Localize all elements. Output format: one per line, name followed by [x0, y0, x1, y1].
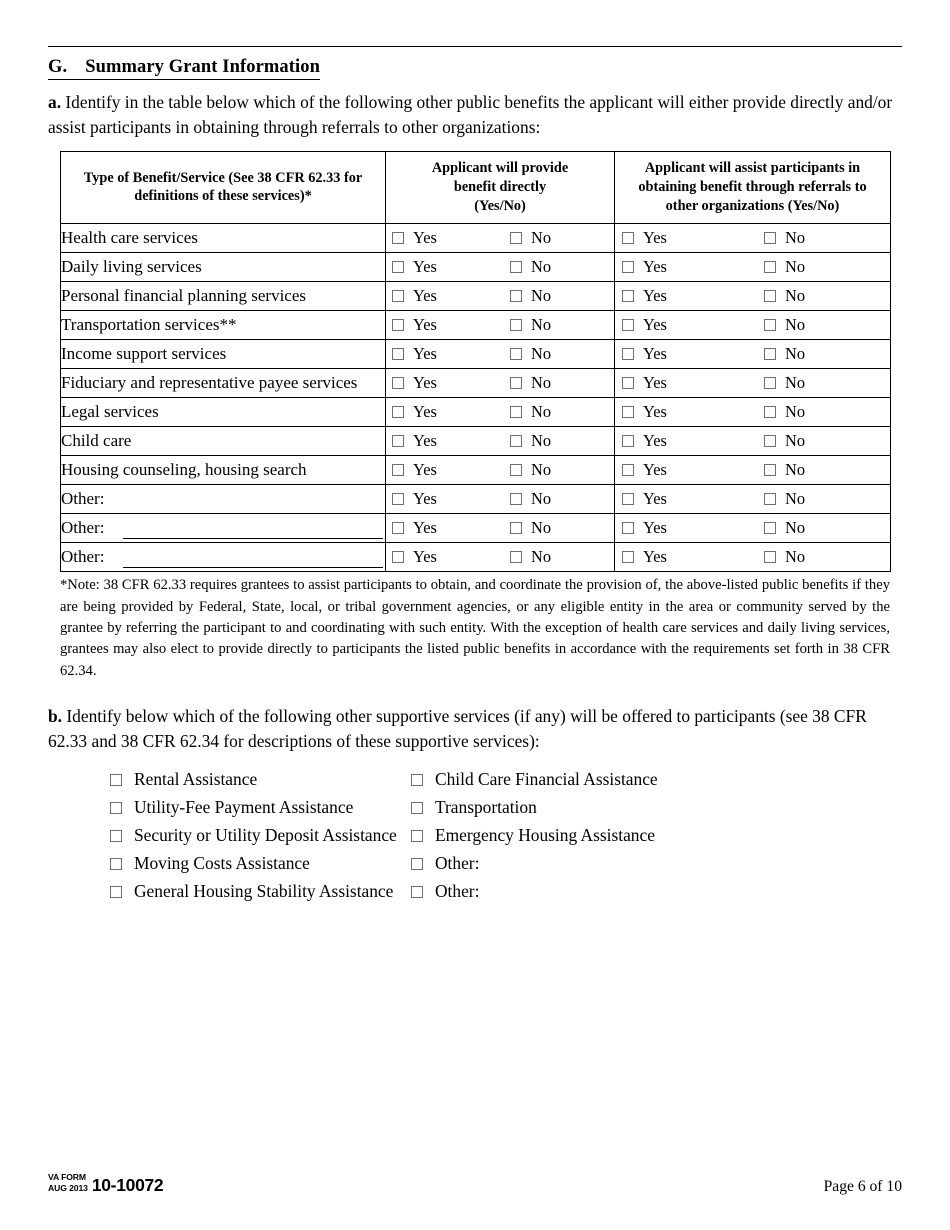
- supportive-service-option[interactable]: [48, 853, 411, 874]
- checkbox-icon[interactable]: [392, 348, 404, 360]
- supportive-service-label: Other:: [435, 853, 480, 874]
- provide-directly-no-label: No: [531, 315, 552, 335]
- checkbox-icon[interactable]: [392, 522, 404, 534]
- provide-directly-cell: [386, 340, 615, 369]
- table-row: [61, 282, 891, 311]
- provide-directly-yes-option[interactable]: [392, 518, 437, 538]
- benefits-table-head: [61, 152, 891, 224]
- assist-referral-no-label: No: [785, 286, 806, 306]
- assist-referral-yes-option[interactable]: [622, 518, 667, 538]
- checkbox-icon[interactable]: [764, 232, 776, 244]
- provide-directly-yes-option[interactable]: [392, 286, 437, 306]
- supportive-service-label: Transportation: [435, 797, 537, 818]
- provide-directly-cell: [386, 253, 615, 282]
- provide-directly-yes-label: Yes: [413, 402, 437, 422]
- provide-directly-yes-option[interactable]: [392, 489, 437, 509]
- provide-directly-yes-label: Yes: [413, 315, 437, 335]
- checkbox-icon[interactable]: [510, 464, 522, 476]
- supportive-service-label: General Housing Stability Assistance: [134, 881, 394, 902]
- checkbox-icon[interactable]: [622, 522, 634, 534]
- assist-referral-yes-label: Yes: [643, 460, 667, 480]
- checkbox-icon[interactable]: [764, 406, 776, 418]
- supportive-service-option[interactable]: [48, 825, 411, 846]
- table-row: [61, 456, 891, 485]
- provide-directly-cell: [386, 514, 615, 543]
- checkbox-icon[interactable]: [622, 232, 634, 244]
- header-assist-line2: obtaining benefit through referrals to: [638, 178, 867, 195]
- checkbox-icon[interactable]: [622, 464, 634, 476]
- page-number: Page 6 of 10: [823, 1178, 902, 1195]
- benefit-label: Fiduciary and representative payee services: [61, 373, 358, 393]
- supportive-service-option[interactable]: [411, 853, 479, 874]
- provide-directly-yes-label: Yes: [413, 286, 437, 306]
- checkbox-icon[interactable]: [764, 435, 776, 447]
- checkbox-icon[interactable]: [510, 551, 522, 563]
- section-title: Summary Grant Information: [85, 57, 320, 77]
- part-a-text: Identify in the table below which of the following other public benefits the applicant will either provide directly and/or assist participants in obtaining through referrals to other organizations:: [48, 92, 893, 137]
- assist-referral-cell: [615, 369, 891, 398]
- assist-referral-yes-option[interactable]: [622, 489, 667, 509]
- provide-directly-cell: [386, 282, 615, 311]
- part-b-prefix: b.: [48, 706, 63, 727]
- header-assist-line1: Applicant will assist participants in: [644, 160, 861, 177]
- assist-referral-yes-label: Yes: [643, 431, 667, 451]
- form-number: 10-10072: [91, 1174, 164, 1195]
- checkbox-icon[interactable]: [392, 319, 404, 331]
- supportive-service-option[interactable]: [48, 797, 411, 818]
- assist-referral-yes-label: Yes: [643, 489, 667, 509]
- provide-directly-no-label: No: [531, 460, 552, 480]
- benefit-label: Other:: [61, 489, 105, 509]
- provide-directly-yes-label: Yes: [413, 344, 437, 364]
- supportive-service-option[interactable]: [48, 769, 411, 790]
- table-row: [61, 427, 891, 456]
- assist-referral-cell: [615, 253, 891, 282]
- benefits-table: [60, 151, 891, 572]
- table-row: [61, 311, 891, 340]
- checkbox-icon[interactable]: [764, 290, 776, 302]
- assist-referral-yes-label: Yes: [643, 518, 667, 538]
- provide-directly-no-label: No: [531, 431, 552, 451]
- checkbox-icon[interactable]: [110, 802, 122, 814]
- provide-directly-yes-label: Yes: [413, 460, 437, 480]
- checkbox-icon[interactable]: [764, 464, 776, 476]
- form-label-line2: AUG 2013: [48, 1182, 88, 1193]
- checkbox-icon[interactable]: [392, 435, 404, 447]
- provide-directly-cell: [386, 224, 615, 253]
- provide-directly-no-label: No: [531, 344, 552, 364]
- benefits-table-body: [61, 224, 891, 572]
- supportive-service-row: [48, 878, 902, 906]
- supportive-service-label: Security or Utility Deposit Assistance: [134, 825, 397, 846]
- provide-directly-cell: [386, 311, 615, 340]
- benefit-label-cell: [61, 369, 386, 398]
- assist-referral-no-option[interactable]: [764, 286, 805, 306]
- assist-referral-yes-label: Yes: [643, 286, 667, 306]
- provide-directly-no-option[interactable]: [510, 344, 551, 364]
- benefit-label: Other:: [61, 518, 105, 538]
- supportive-service-row: [48, 766, 902, 794]
- assist-referral-cell: [615, 340, 891, 369]
- checkbox-icon[interactable]: [392, 377, 404, 389]
- provide-directly-yes-label: Yes: [413, 547, 437, 567]
- benefit-label-cell: [61, 282, 386, 311]
- table-row: [61, 340, 891, 369]
- assist-referral-cell: [615, 427, 891, 456]
- assist-referral-no-option[interactable]: [764, 547, 805, 567]
- checkbox-icon[interactable]: [622, 551, 634, 563]
- assist-referral-no-option[interactable]: [764, 402, 805, 422]
- provide-directly-cell: [386, 456, 615, 485]
- provide-directly-no-label: No: [531, 228, 552, 248]
- assist-referral-yes-option[interactable]: [622, 286, 667, 306]
- assist-referral-cell: [615, 485, 891, 514]
- provide-directly-yes-option[interactable]: [392, 257, 437, 277]
- assist-referral-no-label: No: [785, 373, 806, 393]
- checkbox-icon[interactable]: [392, 464, 404, 476]
- provide-directly-cell: [386, 398, 615, 427]
- benefit-label-cell: [61, 253, 386, 282]
- table-row: [61, 543, 891, 572]
- checkbox-icon[interactable]: [622, 261, 634, 273]
- form-label: [48, 1172, 88, 1194]
- assist-referral-cell: [615, 282, 891, 311]
- checkbox-icon[interactable]: [622, 290, 634, 302]
- provide-directly-cell: [386, 369, 615, 398]
- checkbox-icon[interactable]: [510, 406, 522, 418]
- assist-referral-yes-label: Yes: [643, 344, 667, 364]
- provide-directly-yes-option[interactable]: [392, 431, 437, 451]
- header-provide-line3: (Yes/No): [474, 197, 526, 214]
- benefit-label: Health care services: [61, 228, 198, 248]
- checkbox-icon[interactable]: [411, 830, 423, 842]
- checkbox-icon[interactable]: [110, 858, 122, 870]
- checkbox-icon[interactable]: [622, 406, 634, 418]
- checkbox-icon[interactable]: [764, 522, 776, 534]
- benefit-label-cell: [61, 340, 386, 369]
- provide-directly-yes-option[interactable]: [392, 547, 437, 567]
- header-provide-directly: [386, 152, 615, 224]
- assist-referral-yes-option[interactable]: [622, 547, 667, 567]
- checkbox-icon[interactable]: [411, 802, 423, 814]
- assist-referral-cell: [615, 514, 891, 543]
- assist-referral-yes-option[interactable]: [622, 257, 667, 277]
- supportive-service-option[interactable]: [411, 797, 537, 818]
- table-row: [61, 369, 891, 398]
- page-content: [48, 46, 902, 906]
- part-b-instruction: [48, 704, 902, 753]
- section-letter: G.: [48, 57, 68, 77]
- checkbox-icon[interactable]: [622, 377, 634, 389]
- benefit-label: Personal financial planning services: [61, 286, 307, 306]
- provide-directly-no-option[interactable]: [510, 489, 551, 509]
- header-provide-line1: Applicant will provide: [431, 160, 569, 177]
- part-a-instruction: [48, 90, 902, 139]
- checkbox-icon[interactable]: [411, 774, 423, 786]
- assist-referral-no-option[interactable]: [764, 460, 805, 480]
- supportive-service-label: Child Care Financial Assistance: [435, 769, 658, 790]
- assist-referral-no-option[interactable]: [764, 431, 805, 451]
- header-assist-referrals: [615, 152, 891, 224]
- checkbox-icon[interactable]: [510, 435, 522, 447]
- assist-referral-yes-label: Yes: [643, 315, 667, 335]
- checkbox-icon[interactable]: [510, 319, 522, 331]
- checkbox-icon[interactable]: [510, 232, 522, 244]
- supportive-service-row: [48, 822, 902, 850]
- checkbox-icon[interactable]: [510, 522, 522, 534]
- assist-referral-no-label: No: [785, 460, 806, 480]
- benefit-label: Child care: [61, 431, 132, 451]
- supportive-service-option[interactable]: [411, 881, 479, 902]
- assist-referral-yes-option[interactable]: [622, 431, 667, 451]
- table-row: [61, 253, 891, 282]
- provide-directly-no-option[interactable]: [510, 257, 551, 277]
- checkbox-icon[interactable]: [510, 290, 522, 302]
- benefit-label-cell: [61, 543, 386, 572]
- supportive-service-label: Other:: [435, 881, 480, 902]
- assist-referral-no-label: No: [785, 228, 806, 248]
- assist-referral-no-label: No: [785, 518, 806, 538]
- provide-directly-no-option[interactable]: [510, 402, 551, 422]
- provide-directly-no-label: No: [531, 518, 552, 538]
- provide-directly-no-option[interactable]: [510, 547, 551, 567]
- benefit-label-cell: [61, 224, 386, 253]
- provide-directly-yes-option[interactable]: [392, 402, 437, 422]
- provide-directly-yes-option[interactable]: [392, 315, 437, 335]
- assist-referral-no-option[interactable]: [764, 228, 805, 248]
- benefit-label: Other:: [61, 547, 105, 567]
- assist-referral-yes-label: Yes: [643, 373, 667, 393]
- checkbox-icon[interactable]: [392, 493, 404, 505]
- checkbox-icon[interactable]: [764, 261, 776, 273]
- assist-referral-no-label: No: [785, 547, 806, 567]
- provide-directly-yes-label: Yes: [413, 228, 437, 248]
- checkbox-icon[interactable]: [764, 319, 776, 331]
- provide-directly-yes-option[interactable]: [392, 373, 437, 393]
- assist-referral-no-label: No: [785, 344, 806, 364]
- checkbox-icon[interactable]: [411, 886, 423, 898]
- assist-referral-no-label: No: [785, 257, 806, 277]
- assist-referral-yes-option[interactable]: [622, 460, 667, 480]
- assist-referral-yes-option[interactable]: [622, 315, 667, 335]
- assist-referral-no-option[interactable]: [764, 518, 805, 538]
- table-row: [61, 224, 891, 253]
- checkbox-icon[interactable]: [510, 377, 522, 389]
- checkbox-icon[interactable]: [510, 261, 522, 273]
- assist-referral-no-option[interactable]: [764, 315, 805, 335]
- assist-referral-yes-label: Yes: [643, 402, 667, 422]
- assist-referral-no-label: No: [785, 489, 806, 509]
- checkbox-icon[interactable]: [392, 290, 404, 302]
- benefit-label: Housing counseling, housing search: [61, 460, 307, 480]
- provide-directly-no-option[interactable]: [510, 460, 551, 480]
- supportive-service-row: [48, 794, 902, 822]
- supportive-service-label: Rental Assistance: [134, 769, 258, 790]
- checkbox-icon[interactable]: [764, 377, 776, 389]
- supportive-service-option[interactable]: [48, 881, 411, 902]
- provide-directly-no-option[interactable]: [510, 228, 551, 248]
- checkbox-icon[interactable]: [392, 261, 404, 273]
- checkbox-icon[interactable]: [392, 406, 404, 418]
- assist-referral-no-label: No: [785, 315, 806, 335]
- assist-referral-cell: [615, 456, 891, 485]
- header-rule: [48, 46, 902, 47]
- checkbox-icon[interactable]: [764, 493, 776, 505]
- assist-referral-cell: [615, 311, 891, 340]
- provide-directly-no-option[interactable]: [510, 315, 551, 335]
- table-header-row: [61, 152, 891, 224]
- checkbox-icon[interactable]: [622, 435, 634, 447]
- provide-directly-cell: [386, 427, 615, 456]
- supportive-service-label: Emergency Housing Assistance: [435, 825, 655, 846]
- benefit-label-cell: [61, 398, 386, 427]
- checkbox-icon[interactable]: [622, 493, 634, 505]
- checkbox-icon[interactable]: [392, 232, 404, 244]
- checkbox-icon[interactable]: [622, 319, 634, 331]
- checkbox-icon[interactable]: [764, 551, 776, 563]
- form-label-line1: VA FORM: [48, 1172, 86, 1182]
- header-benefit-type: Type of Benefit/Service (See 38 CFR 62.33 for definitions of these services)*: [61, 152, 386, 224]
- header-assist-line3: other organizations (Yes/No): [665, 197, 840, 214]
- benefit-label-cell: [61, 514, 386, 543]
- provide-directly-no-option[interactable]: [510, 518, 551, 538]
- supportive-service-label: Utility-Fee Payment Assistance: [134, 797, 354, 818]
- assist-referral-no-option[interactable]: [764, 489, 805, 509]
- supportive-service-label: Moving Costs Assistance: [134, 853, 310, 874]
- assist-referral-no-option[interactable]: [764, 257, 805, 277]
- form-identifier: [48, 1172, 163, 1194]
- provide-directly-no-option[interactable]: [510, 373, 551, 393]
- checkbox-icon[interactable]: [764, 348, 776, 360]
- benefit-label: Income support services: [61, 344, 227, 364]
- other-fill-in-line[interactable]: [123, 538, 383, 539]
- supportive-service-option[interactable]: [411, 825, 655, 846]
- provide-directly-yes-label: Yes: [413, 431, 437, 451]
- assist-referral-yes-option[interactable]: [622, 228, 667, 248]
- benefit-label-cell: [61, 311, 386, 340]
- provide-directly-no-label: No: [531, 373, 552, 393]
- assist-referral-yes-label: Yes: [643, 257, 667, 277]
- part-a-prefix: a.: [48, 92, 62, 112]
- supportive-service-option[interactable]: [411, 769, 658, 790]
- checkbox-icon[interactable]: [510, 493, 522, 505]
- provide-directly-no-option[interactable]: [510, 431, 551, 451]
- checkbox-icon[interactable]: [110, 830, 122, 842]
- benefit-label-cell: [61, 456, 386, 485]
- assist-referral-yes-label: Yes: [643, 547, 667, 567]
- benefit-label-cell: [61, 427, 386, 456]
- provide-directly-no-option[interactable]: [510, 286, 551, 306]
- page-footer: [48, 1172, 902, 1202]
- checkbox-icon[interactable]: [392, 551, 404, 563]
- checkbox-icon[interactable]: [110, 774, 122, 786]
- provide-directly-yes-option[interactable]: [392, 344, 437, 364]
- provide-directly-yes-label: Yes: [413, 518, 437, 538]
- section-heading: [48, 57, 320, 80]
- assist-referral-cell: [615, 224, 891, 253]
- benefits-footnote: *Note: 38 CFR 62.33 requires grantees to assist participants to obtain, and coordinate the provision of, the above-listed public benefits if they are being provided by Federal, State, local, or tribal government agencies, or any eligible entity in the area or community served by the grantee by referring the participant to and coordinating with such entity. With the exception of health care services and daily living services, grantees may also elect to provide directly to participants the listed public benefits in accordance with the requirements set forth in 38 CFR 62.34.: [60, 577, 890, 679]
- provide-directly-no-label: No: [531, 402, 552, 422]
- table-row: [61, 485, 891, 514]
- assist-referral-no-option[interactable]: [764, 344, 805, 364]
- provide-directly-no-label: No: [531, 286, 552, 306]
- part-b-text: Identify below which of the following other supportive services (if any) will be offered to participants (see 38 CFR 62.33 and 38 CFR 62.34 for descriptions of these supportive services):: [48, 706, 867, 752]
- other-fill-in-line[interactable]: [123, 567, 383, 568]
- table-row: [61, 398, 891, 427]
- header-provide-line2: benefit directly: [453, 178, 547, 195]
- provide-directly-yes-option[interactable]: [392, 228, 437, 248]
- assist-referral-cell: [615, 543, 891, 572]
- assist-referral-no-label: No: [785, 431, 806, 451]
- provide-directly-no-label: No: [531, 257, 552, 277]
- assist-referral-yes-option[interactable]: [622, 402, 667, 422]
- benefit-label: Transportation services**: [61, 315, 237, 335]
- provide-directly-cell: [386, 485, 615, 514]
- provide-directly-yes-label: Yes: [413, 257, 437, 277]
- provide-directly-cell: [386, 543, 615, 572]
- provide-directly-yes-label: Yes: [413, 489, 437, 509]
- checkbox-icon[interactable]: [510, 348, 522, 360]
- checkbox-icon[interactable]: [622, 348, 634, 360]
- assist-referral-yes-option[interactable]: [622, 373, 667, 393]
- provide-directly-yes-label: Yes: [413, 373, 437, 393]
- table-row: [61, 514, 891, 543]
- assist-referral-no-option[interactable]: [764, 373, 805, 393]
- provide-directly-no-label: No: [531, 547, 552, 567]
- assist-referral-yes-label: Yes: [643, 228, 667, 248]
- provide-directly-yes-option[interactable]: [392, 460, 437, 480]
- supportive-services-list: [48, 766, 902, 906]
- benefit-label-cell: [61, 485, 386, 514]
- checkbox-icon[interactable]: [411, 858, 423, 870]
- checkbox-icon[interactable]: [110, 886, 122, 898]
- assist-referral-yes-option[interactable]: [622, 344, 667, 364]
- assist-referral-no-label: No: [785, 402, 806, 422]
- benefit-label: Daily living services: [61, 257, 202, 277]
- provide-directly-no-label: No: [531, 489, 552, 509]
- benefit-label: Legal services: [61, 402, 159, 422]
- assist-referral-cell: [615, 398, 891, 427]
- supportive-service-row: [48, 850, 902, 878]
